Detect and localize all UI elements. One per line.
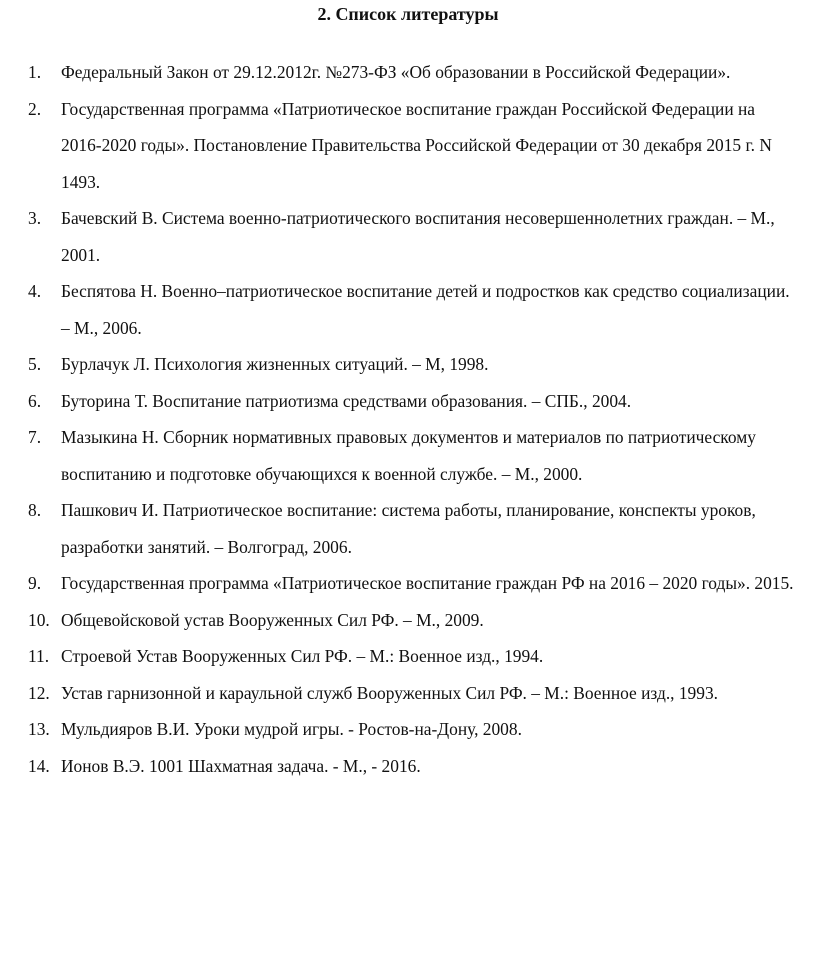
list-item [28,346,798,383]
list-item [28,711,798,748]
item-text: Мульдияров В.И. Уроки мудрой игры. - Ростов-на-Дону, 2008. [61,719,522,739]
item-text: Беспятова Н. Военно–патриотическое воспитание детей и подростков как средство социализации. – М., 2006. [61,281,790,338]
item-number: 10. [28,609,50,630]
item-number: 1. [28,62,42,82]
item-number: 2. [28,98,42,119]
item-text: Ионов В.Э. 1001 Шахматная задача. - М., - 2016. [61,755,421,776]
item-text: Устав гарнизонной и караульной служб Вооруженных Сил РФ. – М.: Военное изд., 1993. [61,682,718,703]
list-item [28,565,798,602]
list-item [28,200,798,273]
item-text: Бачевский В. Система военно-патриотического воспитания несовершеннолетних граждан. – М., 2001. [61,208,775,265]
item-text: Государственная программа «Патриотическое воспитание граждан Российской Федерации на 2016-2020 годы». Постановление Правительства Российской Федерации от 30 декабря 2015 г. N 1493. [61,98,772,192]
reference-list [28,54,798,784]
item-number: 6. [28,390,42,411]
item-number: 4. [28,281,42,301]
item-text: Пашкович И. Патриотическое воспитание: система работы, планирование, конспекты уроков, разработки занятий. – Волгоград, 2006. [61,500,756,557]
item-number: 14. [28,755,50,776]
list-item [28,54,798,91]
item-number: 5. [28,354,42,374]
list-item [28,91,798,201]
item-number: 12. [28,682,50,703]
item-number: 3. [28,208,42,228]
item-text: Федеральный Закон от 29.12.2012г. №273-ФЗ «Об образовании в Российской Федерации». [61,62,731,82]
list-item [28,675,798,712]
item-text: Строевой Устав Вооруженных Сил РФ. – М.: Военное изд., 1994. [61,646,544,666]
list-item [28,273,798,346]
item-text: Буторина Т. Воспитание патриотизма средствами образования. – СПБ., 2004. [61,390,632,411]
list-item [28,602,798,639]
list-item [28,748,798,785]
item-number: 9. [28,573,42,593]
item-number: 13. [28,719,50,739]
page-title: 2. Список литературы [317,4,499,24]
list-item [28,419,798,492]
item-text: Бурлачук Л. Психология жизненных ситуаций. – М, 1998. [61,354,489,374]
item-number: 8. [28,500,42,520]
item-text: Общевойсковой устав Вооруженных Сил РФ. – М., 2009. [61,609,484,630]
list-item [28,492,798,565]
item-number: 11. [28,646,50,666]
list-item [28,383,798,420]
item-number: 7. [28,427,42,447]
item-text: Мазыкина Н. Сборник нормативных правовых документов и материалов по патриотическому воспитанию и подготовке обучающихся к военной службе. – М., 2000. [61,427,756,484]
list-item [28,638,798,675]
item-text: Государственная программа «Патриотическое воспитание граждан РФ на 2016 – 2020 годы». 2015. [61,573,794,593]
